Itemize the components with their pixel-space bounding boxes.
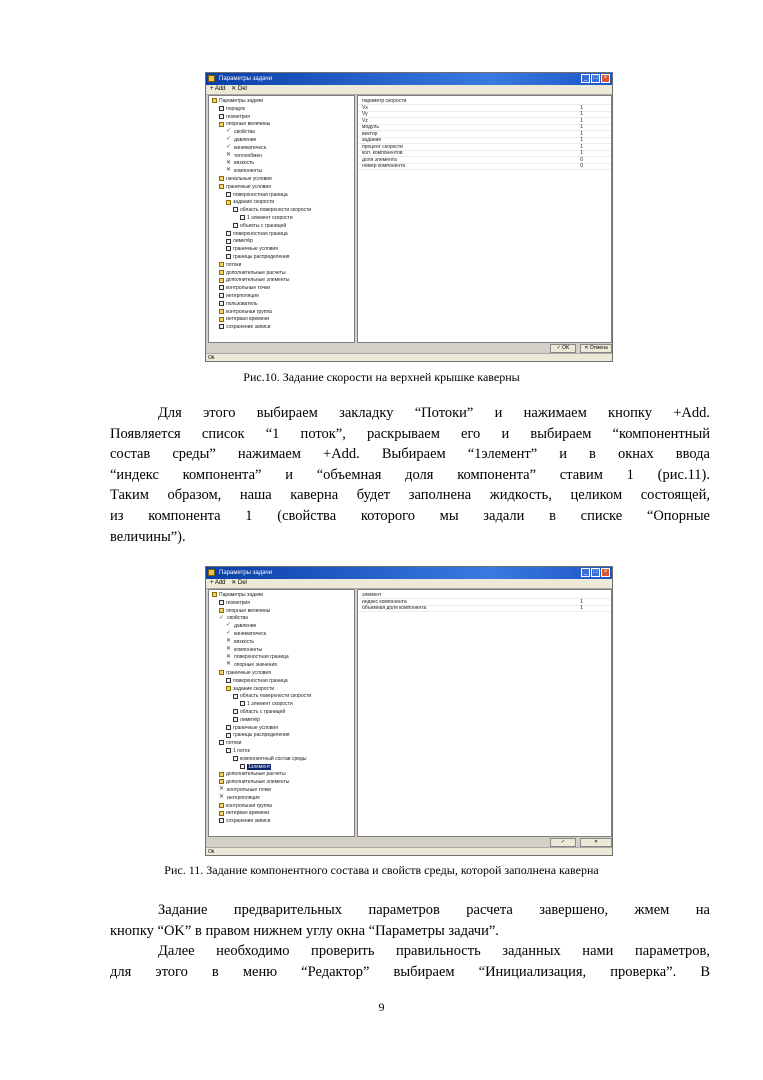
property-row[interactable] bbox=[358, 163, 611, 170]
tree-item[interactable] bbox=[226, 160, 254, 167]
tree-item-label: пользователь bbox=[226, 300, 258, 307]
text-line: из компонента 1 (свойства которого мы задали в списке “Опорные bbox=[110, 507, 710, 524]
tree-item-label: 1 элемент скорости bbox=[247, 215, 293, 221]
tree-item[interactable] bbox=[226, 231, 288, 238]
property-name: индекс компонента bbox=[362, 598, 407, 605]
checkmark-icon: ✓ bbox=[226, 136, 232, 143]
tree-item[interactable] bbox=[226, 153, 262, 160]
delete-button[interactable]: ✕ Del bbox=[231, 580, 247, 586]
node-icon bbox=[226, 239, 231, 244]
tree-item[interactable] bbox=[219, 285, 270, 292]
property-name: элемент bbox=[362, 592, 382, 598]
property-row[interactable] bbox=[358, 605, 611, 612]
property-name: параметр скорости bbox=[362, 98, 407, 104]
paragraph-1 bbox=[110, 403, 710, 547]
cross-icon: ✕ bbox=[226, 661, 232, 668]
tree-item[interactable] bbox=[219, 301, 258, 308]
text-line: Для этого выбираем закладку “Потоки” и нажимаем кнопку +Add. bbox=[158, 405, 710, 421]
tree-item-label: контрольные точки bbox=[226, 285, 271, 292]
tree-item-label: граничные условия bbox=[233, 246, 278, 253]
tree-item[interactable] bbox=[219, 121, 270, 128]
node-icon bbox=[233, 709, 238, 714]
tree-item[interactable] bbox=[219, 818, 270, 825]
node-icon bbox=[219, 818, 224, 823]
tree-item[interactable] bbox=[212, 98, 263, 105]
tree-item[interactable] bbox=[219, 608, 270, 615]
cancel-button[interactable]: ✕ Отмена bbox=[580, 344, 612, 353]
tree-item[interactable] bbox=[233, 223, 286, 230]
tree-item[interactable] bbox=[226, 678, 288, 685]
tree-item-label: дополнительные элементы bbox=[226, 779, 290, 786]
tree-item[interactable] bbox=[219, 262, 241, 269]
tree-item-label: поверхностная граница bbox=[233, 191, 288, 198]
tree-item-label: поверхностная граница bbox=[233, 677, 288, 684]
folder-icon bbox=[219, 670, 224, 675]
folder-icon bbox=[212, 98, 217, 103]
figure-2-caption: Рис. 11. Задание компонентного состава и свойств среды, которой заполнена каверна bbox=[164, 863, 599, 877]
close-icon[interactable]: × bbox=[601, 568, 610, 577]
tree-item[interactable] bbox=[226, 199, 274, 206]
folder-icon bbox=[219, 811, 224, 816]
tree-item-label: потоки bbox=[226, 261, 242, 268]
cross-icon: ✕ bbox=[219, 793, 225, 800]
tree-item-label: компоненты bbox=[234, 168, 263, 175]
tree-item-label: кинематическ. bbox=[234, 144, 268, 151]
cross-icon: ✕ bbox=[226, 159, 232, 166]
minimize-icon[interactable]: _ bbox=[581, 74, 590, 83]
status-bar: Ok bbox=[206, 353, 612, 361]
checkmark-icon: ✓ bbox=[226, 128, 232, 135]
folder-icon bbox=[219, 309, 224, 314]
folder-icon bbox=[219, 779, 224, 784]
text-line: величины”). bbox=[110, 528, 186, 545]
folder-icon bbox=[219, 176, 224, 181]
tree-item-label: граничные условия bbox=[233, 724, 278, 731]
text-line: Появляется список “1 поток”, раскрываем его и выбираем “компонентный bbox=[110, 425, 710, 442]
tree-item-label: границы распределения bbox=[233, 732, 290, 739]
property-name: задание bbox=[362, 137, 382, 143]
property-name: номер компонента bbox=[362, 163, 406, 169]
tree-item-label: область поверхности скорости bbox=[240, 207, 312, 214]
property-name: Vx bbox=[362, 104, 368, 111]
tree-item[interactable] bbox=[219, 277, 289, 284]
figure-1-screenshot bbox=[205, 72, 613, 362]
tree-item[interactable] bbox=[226, 732, 290, 739]
tree-item[interactable] bbox=[219, 740, 241, 747]
add-button[interactable]: + Add bbox=[210, 580, 226, 586]
tree-item-label: сохранение записи bbox=[226, 324, 271, 331]
tree-item-label: вязкость bbox=[234, 638, 255, 645]
text-line: “индекс компонента” и “объемная доля компонента” ставим 1 (рис.11). bbox=[110, 466, 710, 483]
app-icon bbox=[208, 569, 215, 576]
window-title: Параметры задачи bbox=[219, 570, 272, 576]
node-icon bbox=[226, 733, 231, 738]
tree-item[interactable] bbox=[219, 184, 271, 191]
tree-item[interactable] bbox=[219, 293, 259, 300]
tree-item-label: 1 элемент скорости bbox=[247, 701, 293, 708]
close-icon[interactable]: × bbox=[601, 74, 610, 83]
node-icon bbox=[226, 725, 231, 730]
tree-item-label: 1 поток bbox=[233, 748, 250, 754]
node-icon bbox=[226, 231, 231, 236]
paragraph-2 bbox=[110, 900, 710, 982]
property-value[interactable]: 1 bbox=[580, 124, 583, 130]
tree-item[interactable] bbox=[226, 748, 250, 755]
tree-item-label: задание скорости bbox=[233, 199, 275, 206]
node-icon bbox=[226, 192, 231, 197]
ok-button[interactable]: ✓ bbox=[550, 838, 576, 847]
property-value[interactable]: 1 bbox=[580, 104, 583, 111]
tree-item[interactable] bbox=[226, 647, 262, 654]
window-titlebar bbox=[206, 567, 612, 579]
folder-icon bbox=[219, 772, 224, 777]
cross-icon: ✕ bbox=[219, 786, 225, 793]
node-icon bbox=[219, 600, 224, 605]
tree-item-label: интерполяция bbox=[227, 794, 260, 801]
property-value[interactable]: 1 bbox=[580, 143, 583, 150]
text-line: Таким образом, наша каверна будет заполнена жидкость, целиком состоящей, bbox=[110, 487, 710, 504]
node-icon bbox=[219, 301, 224, 306]
folder-icon bbox=[219, 803, 224, 808]
tree-item-label: опорные величины bbox=[226, 121, 271, 128]
tree-item[interactable] bbox=[233, 693, 311, 700]
window-title: Параметры задачи bbox=[219, 76, 272, 82]
tree-item[interactable] bbox=[219, 779, 289, 786]
delete-button[interactable]: ✕ Del bbox=[231, 86, 247, 92]
node-icon bbox=[219, 114, 224, 119]
tree-item-label: интерполяция bbox=[226, 293, 259, 299]
node-icon bbox=[219, 106, 224, 111]
property-value[interactable]: 1 bbox=[580, 137, 583, 143]
cross-icon: ✕ bbox=[226, 151, 232, 158]
node-icon bbox=[219, 285, 224, 290]
tree-item[interactable] bbox=[219, 316, 269, 323]
tree-item-label: компоненты bbox=[234, 646, 263, 653]
page-number: 9 bbox=[378, 1000, 385, 1014]
tree-item-label: область с границей bbox=[240, 709, 286, 715]
tree-item-label: контрольные точки bbox=[227, 787, 272, 793]
tree-item-label: компонентный состав среды bbox=[240, 755, 307, 762]
tree-item-label: дополнительные элементы bbox=[226, 277, 290, 284]
tree-item[interactable] bbox=[226, 686, 274, 693]
tree-item[interactable] bbox=[219, 810, 269, 817]
node-icon bbox=[240, 701, 245, 706]
tree-item[interactable] bbox=[219, 106, 245, 113]
tree-item[interactable] bbox=[226, 639, 254, 646]
tree-item[interactable] bbox=[219, 324, 270, 331]
node-icon bbox=[233, 694, 238, 699]
tree-item[interactable] bbox=[219, 670, 271, 677]
tree-item-label: теплообмен bbox=[234, 152, 262, 159]
node-icon bbox=[240, 764, 245, 769]
maximize-icon[interactable]: □ bbox=[591, 568, 600, 577]
tree-item-label: порядок bbox=[226, 105, 245, 112]
folder-icon bbox=[219, 270, 224, 275]
text-line: Задание предварительных параметров расчета завершено, жмем на bbox=[158, 902, 710, 918]
tree-item[interactable] bbox=[219, 615, 248, 622]
tree-item[interactable] bbox=[219, 795, 260, 802]
tree-item[interactable] bbox=[233, 709, 285, 716]
property-name: модуль bbox=[362, 124, 379, 130]
tree-item[interactable] bbox=[226, 254, 290, 261]
tree-item-label: лимитёр bbox=[233, 238, 253, 245]
node-icon bbox=[226, 678, 231, 683]
checkmark-icon: ✓ bbox=[226, 630, 232, 637]
tree-item[interactable] bbox=[226, 129, 255, 136]
tree-item-label: область поверхности скорости bbox=[240, 693, 312, 700]
tree-item-label: геометрия bbox=[226, 113, 250, 120]
text-line: состав среды” нажимаем +Add. Выбираем “1элемент” и в окнах ввода bbox=[110, 446, 710, 463]
property-value[interactable]: 0 bbox=[580, 163, 583, 169]
property-name: кол. компонентов bbox=[362, 150, 403, 156]
tree-item-label: границы распределения bbox=[233, 254, 290, 260]
property-value[interactable]: 1 bbox=[580, 598, 583, 605]
figure-2-screenshot bbox=[205, 566, 613, 856]
checkmark-icon: ✓ bbox=[219, 614, 225, 621]
tree-item-label: контрольная группа bbox=[226, 802, 272, 809]
tree-item-label: 1элемент bbox=[248, 763, 271, 770]
folder-icon bbox=[219, 278, 224, 283]
tree-item-label: Параметры задачи bbox=[219, 98, 264, 104]
toolbar bbox=[206, 579, 612, 589]
tree-item[interactable] bbox=[226, 654, 289, 661]
tree-item-label: объекты с границей bbox=[240, 222, 287, 229]
tree-item[interactable] bbox=[219, 803, 272, 810]
node-icon bbox=[233, 223, 238, 228]
tree-item-label: начальные условия bbox=[226, 176, 272, 182]
tree-item-label: дополнительные расчеты bbox=[226, 269, 286, 276]
tree-item-label: кинематическ. bbox=[234, 631, 268, 637]
tree-item[interactable] bbox=[219, 787, 271, 794]
cross-icon: ✕ bbox=[226, 645, 232, 652]
property-value[interactable]: 1 bbox=[580, 111, 583, 117]
node-icon bbox=[226, 748, 231, 753]
cancel-button[interactable]: ✕ bbox=[580, 838, 612, 847]
tree-item[interactable] bbox=[219, 176, 272, 183]
cross-icon: ✕ bbox=[226, 653, 232, 660]
tree-item-label: интервал времени bbox=[226, 316, 270, 323]
property-name: объемная доля компонента bbox=[362, 605, 427, 611]
folder-icon bbox=[212, 592, 217, 597]
tree-item-label: сохранение записи bbox=[226, 818, 271, 825]
tree-item-label: граничные условия bbox=[226, 670, 271, 676]
folder-icon bbox=[219, 122, 224, 127]
tree-item[interactable] bbox=[212, 592, 263, 599]
tree-item-label: вязкость bbox=[234, 160, 255, 167]
tree-item-label: Параметры задачи bbox=[219, 592, 264, 598]
tree-item[interactable] bbox=[226, 725, 278, 732]
property-value[interactable]: 1 bbox=[580, 130, 583, 137]
node-icon bbox=[219, 740, 224, 745]
tree-item-label: граничные условия bbox=[226, 183, 271, 190]
tree-item-label: давление bbox=[234, 137, 257, 143]
property-name: доля элемента bbox=[362, 156, 397, 163]
tree-item[interactable] bbox=[219, 309, 272, 316]
tree-item-label: интервал времени bbox=[226, 810, 270, 817]
tree-item[interactable] bbox=[226, 168, 262, 175]
tree-item[interactable] bbox=[233, 207, 311, 214]
tree-item[interactable] bbox=[226, 623, 256, 630]
minimize-icon[interactable]: _ bbox=[581, 568, 590, 577]
tree-item[interactable] bbox=[219, 771, 286, 778]
property-name: процент скорости bbox=[362, 143, 403, 150]
tree-item-label: свойства bbox=[234, 129, 255, 136]
tree-item-label: контрольная группа bbox=[226, 308, 272, 315]
tree-item[interactable] bbox=[233, 717, 260, 724]
tree-item-label: поверхностная граница bbox=[233, 230, 288, 237]
tree-item[interactable] bbox=[226, 631, 267, 638]
folder-icon bbox=[219, 262, 224, 267]
folder-icon bbox=[226, 200, 231, 205]
tree-item[interactable] bbox=[226, 137, 256, 144]
window-titlebar bbox=[206, 73, 612, 85]
figure-1-caption: Рис.10. Задание скорости на верхней крышке каверны bbox=[243, 370, 520, 384]
checkmark-icon: ✓ bbox=[226, 143, 232, 150]
node-icon bbox=[219, 293, 224, 298]
maximize-icon[interactable]: □ bbox=[591, 74, 600, 83]
parameter-tree[interactable] bbox=[208, 589, 355, 837]
node-icon bbox=[233, 207, 238, 212]
property-value[interactable]: 0 bbox=[580, 156, 583, 163]
property-value[interactable]: 1 bbox=[580, 117, 583, 124]
tree-item-label: потоки bbox=[226, 740, 242, 747]
tree-item[interactable] bbox=[219, 270, 286, 277]
tree-item-label: лимитёр bbox=[240, 716, 260, 723]
tree-item[interactable] bbox=[226, 246, 278, 253]
status-bar: Ok bbox=[206, 847, 612, 855]
node-icon bbox=[226, 254, 231, 259]
text-line: Далее необходимо проверить правильность заданных нами параметров, bbox=[158, 943, 710, 960]
text-line: кнопку “OK” в правом нижнем углу окна “Параметры задачи”. bbox=[110, 922, 499, 939]
property-grid[interactable] bbox=[357, 589, 612, 837]
cross-icon: ✕ bbox=[226, 637, 232, 644]
add-button[interactable]: + Add bbox=[210, 86, 226, 92]
tree-item-label: геометрия bbox=[226, 599, 250, 606]
tree-item-label: поверхностная граница bbox=[234, 654, 289, 661]
toolbar bbox=[206, 85, 612, 95]
property-name: вектор bbox=[362, 130, 378, 137]
node-icon bbox=[233, 717, 238, 722]
tree-item-label: дополнительные расчеты bbox=[226, 771, 286, 778]
tree-item-label: давление bbox=[234, 623, 257, 630]
folder-icon bbox=[219, 184, 224, 189]
tree-item-label: опорные величины bbox=[226, 607, 271, 614]
node-icon bbox=[240, 215, 245, 220]
cross-icon: ✕ bbox=[226, 167, 232, 174]
tree-item[interactable] bbox=[240, 764, 271, 771]
tree-item[interactable] bbox=[233, 756, 306, 763]
ok-button[interactable]: ✓ OK bbox=[550, 344, 576, 353]
tree-item-label: опорные значения bbox=[234, 662, 277, 669]
property-value[interactable]: 1 bbox=[580, 605, 583, 611]
tree-item[interactable] bbox=[219, 114, 250, 121]
tree-item[interactable] bbox=[226, 238, 253, 245]
checkmark-icon: ✓ bbox=[226, 622, 232, 629]
node-icon bbox=[226, 246, 231, 251]
node-icon bbox=[233, 756, 238, 761]
tree-item[interactable] bbox=[226, 192, 288, 199]
property-value[interactable]: 1 bbox=[580, 150, 583, 156]
tree-item[interactable] bbox=[226, 662, 277, 669]
property-name: Vz bbox=[362, 117, 368, 124]
tree-item[interactable] bbox=[240, 215, 293, 222]
parameter-tree[interactable] bbox=[208, 95, 355, 343]
folder-icon bbox=[219, 317, 224, 322]
node-icon bbox=[219, 324, 224, 329]
tree-item[interactable] bbox=[219, 600, 250, 607]
app-icon bbox=[208, 75, 215, 82]
folder-icon bbox=[219, 608, 224, 613]
tree-item[interactable] bbox=[240, 701, 293, 708]
text-line: для этого в меню “Редактор” выбираем “Инициализация, проверка”. В bbox=[110, 963, 710, 980]
property-name: Vy bbox=[362, 111, 368, 117]
tree-item-label: задание скорости bbox=[233, 685, 275, 692]
tree-item[interactable] bbox=[226, 145, 267, 152]
property-grid[interactable] bbox=[357, 95, 612, 343]
folder-icon bbox=[226, 686, 231, 691]
tree-item-label: свойства bbox=[227, 615, 248, 622]
